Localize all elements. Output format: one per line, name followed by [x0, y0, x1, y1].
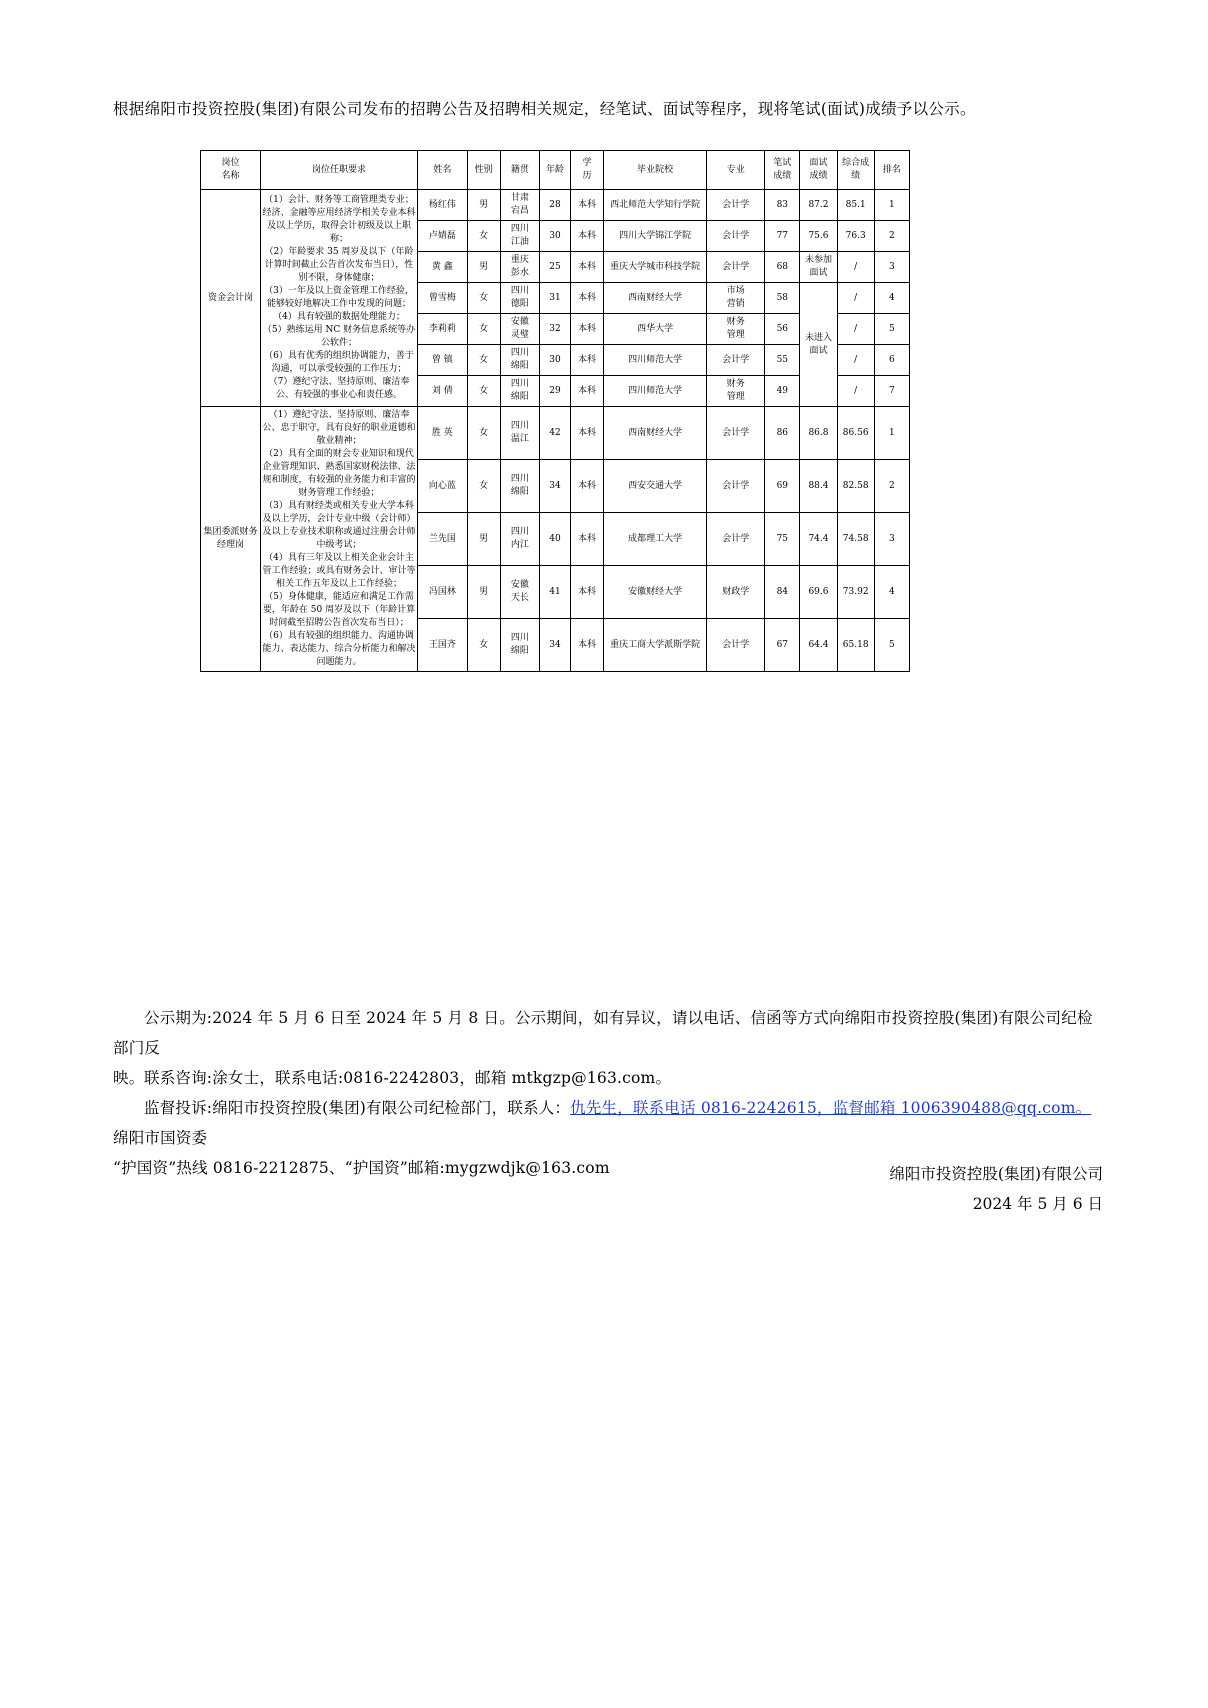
cell-rank: 6 — [874, 345, 909, 376]
cell-origin: 四川 绵阳 — [500, 619, 539, 672]
notice-period-line2: 映。 — [113, 1069, 145, 1087]
header-interview-score — [800, 151, 837, 190]
cell-name: 曾雪梅 — [418, 283, 468, 314]
cell-origin: 甘肃 宕昌 — [500, 190, 539, 221]
cell-school: 安徽财经大学 — [604, 566, 707, 619]
table-row — [201, 190, 910, 221]
header-requirement: 岗位任职要求 — [260, 151, 417, 190]
cell-name: 卢婧磊 — [418, 221, 468, 252]
cell-origin: 四川 绵阳 — [500, 376, 539, 407]
cell-interview-score: 87.2 — [800, 190, 837, 221]
cell-rank: 4 — [874, 283, 909, 314]
cell-written-score: 75 — [765, 513, 800, 566]
cell-name: 向心蓝 — [418, 460, 468, 513]
cell-major: 会计学 — [707, 460, 765, 513]
cell-school: 西南财经大学 — [604, 407, 707, 460]
cell-school: 四川大学锦江学院 — [604, 221, 707, 252]
cell-gender: 女 — [467, 407, 500, 460]
cell-total-score: 86.56 — [837, 407, 874, 460]
cell-rank: 1 — [874, 407, 909, 460]
cell-education: 本科 — [570, 252, 603, 283]
cell-gender: 男 — [467, 252, 500, 283]
header-name: 姓名 — [418, 151, 468, 190]
cell-rank: 3 — [874, 252, 909, 283]
cell-interview-score: 64.4 — [800, 619, 837, 672]
header-major: 专业 — [707, 151, 765, 190]
cell-total-score: 85.1 — [837, 190, 874, 221]
notice-supervise-line1 — [113, 1093, 1103, 1153]
cell-name: 王国齐 — [418, 619, 468, 672]
cell-rank: 3 — [874, 513, 909, 566]
cell-rank: 2 — [874, 221, 909, 252]
cell-age: 30 — [539, 345, 570, 376]
cell-name: 兰先国 — [418, 513, 468, 566]
cell-gender: 女 — [467, 221, 500, 252]
cell-education: 本科 — [570, 190, 603, 221]
header-written-line1: 笔试 — [773, 158, 792, 168]
header-post-line1: 岗位 — [221, 158, 240, 168]
cell-age: 34 — [539, 619, 570, 672]
cell-age: 29 — [539, 376, 570, 407]
cell-total-score: / — [837, 252, 874, 283]
cell-age: 40 — [539, 513, 570, 566]
cell-education: 本科 — [570, 345, 603, 376]
cell-major: 会计学 — [707, 513, 765, 566]
header-interview-line1: 面试 — [809, 158, 828, 168]
cell-age: 25 — [539, 252, 570, 283]
cell-origin: 四川 温江 — [500, 407, 539, 460]
cell-name: 冯国林 — [418, 566, 468, 619]
cell-age: 30 — [539, 221, 570, 252]
cell-interview-score: 未参加 面试 — [800, 252, 837, 283]
header-written-score — [765, 151, 800, 190]
signature-date: 2024 年 5 月 6 日 — [972, 1195, 1103, 1213]
cell-written-score: 86 — [765, 407, 800, 460]
notice-hotline-line: “护国资”热线 0816-2212875、“护国资”邮箱:mygzwdjk@163.com — [113, 1159, 610, 1177]
cell-origin: 四川 绵阳 — [500, 345, 539, 376]
cell-written-score: 84 — [765, 566, 800, 619]
header-origin: 籍贯 — [500, 151, 539, 190]
cell-origin: 重庆 彭水 — [500, 252, 539, 283]
cell-education: 本科 — [570, 407, 603, 460]
notice-period-line1: 公示期为:2024 年 5 月 6 日至 2024 年 5 月 8 日。公示期间，如有异议，请以电话、信函等方式向绵阳市投资控股(集团)有限公司纪检部门反 — [113, 1009, 1093, 1057]
cell-origin: 四川 绵阳 — [500, 460, 539, 513]
cell-school: 西华大学 — [604, 314, 707, 345]
cell-rank: 1 — [874, 190, 909, 221]
cell-total-score: 65.18 — [837, 619, 874, 672]
cell-total-score: 76.3 — [837, 221, 874, 252]
cell-major: 财务 管理 — [707, 314, 765, 345]
cell-written-score: 69 — [765, 460, 800, 513]
cell-gender: 女 — [467, 314, 500, 345]
cell-age: 28 — [539, 190, 570, 221]
notice-contact-line: 联系咨询:涂女士，联系电话:0816-2242803，邮箱 mtkgzp@163.com。 — [144, 1069, 672, 1087]
cell-education: 本科 — [570, 314, 603, 345]
cell-gender: 男 — [467, 513, 500, 566]
cell-education: 本科 — [570, 566, 603, 619]
cell-age: 34 — [539, 460, 570, 513]
supervise-contact-link[interactable]: 仇先生，联系电话 0816-2242615，监督邮箱 1006390488@qq.com。 — [570, 1099, 1092, 1117]
cell-post-name: 资金会计岗 — [201, 190, 261, 407]
cell-school: 西安交通大学 — [604, 460, 707, 513]
header-education-line2: 历 — [582, 171, 592, 181]
cell-age: 41 — [539, 566, 570, 619]
cell-education: 本科 — [570, 619, 603, 672]
cell-post-requirement: （1）遵纪守法、坚持原则、廉洁奉公、忠于职守，具有良好的职业道德和敬业精神； （2）具有全面的财会专业知识和现代企业管理知识、熟悉国家财税法律、法规和制度，有较强的业务能力和丰富的财务管理工作经验； （3）具有财经类或相关专业大学本科及以上学历，会计专业中级（会计师）及以上专业技术职称或通过注册会计师中级考试； （4）具有三年及以上相关企业会计主管工作经验；或具有财务会计、审计等相关工作五年及以上工作经验； （5）身体健康，能适应和满足工作需要，年龄在 50 周岁及以下（年龄计算时间截至招聘公告首次发布当日）； （6）具有较强的组织能力、沟通协调能力、表达能力、综合分析能力和解决问题能力。 — [260, 407, 417, 672]
cell-age: 42 — [539, 407, 570, 460]
cell-school: 四川师范大学 — [604, 376, 707, 407]
cell-gender: 女 — [467, 345, 500, 376]
cell-name: 杨红伟 — [418, 190, 468, 221]
cell-name: 刘 倩 — [418, 376, 468, 407]
cell-name: 李莉莉 — [418, 314, 468, 345]
cell-origin: 四川 内江 — [500, 513, 539, 566]
cell-rank: 4 — [874, 566, 909, 619]
cell-interview-score: 75.6 — [800, 221, 837, 252]
cell-rank: 7 — [874, 376, 909, 407]
cell-school: 西南财经大学 — [604, 283, 707, 314]
supervise-suffix: 绵阳市国资委 — [113, 1129, 208, 1147]
cell-school: 重庆大学城市科技学院 — [604, 252, 707, 283]
cell-education: 本科 — [570, 513, 603, 566]
header-post-line2: 名称 — [221, 171, 240, 181]
cell-total-score: / — [837, 283, 874, 314]
cell-major: 财务 管理 — [707, 376, 765, 407]
cell-name: 曾 镇 — [418, 345, 468, 376]
cell-interview-score: 69.6 — [800, 566, 837, 619]
header-education-line1: 学 — [582, 158, 592, 168]
cell-education: 本科 — [570, 283, 603, 314]
cell-school: 成都理工大学 — [604, 513, 707, 566]
header-rank: 排名 — [874, 151, 909, 190]
cell-major: 会计学 — [707, 221, 765, 252]
cell-total-score: / — [837, 345, 874, 376]
cell-school: 西北师范大学知行学院 — [604, 190, 707, 221]
cell-major: 会计学 — [707, 407, 765, 460]
cell-post-requirement: （1）会计、财务等工商管理类专业；经济、金融等应用经济学相关专业本科及以上学历，取得会计初级及以上职称； （2）年龄要求 35 周岁及以下（年龄计算时间截止公告首次发布当日），性别不限，身体健康； （3）一年及以上资金管理工作经验，能够较好地解决工作中发现的问题； （4）具有较强的数据处理能力； （5）熟练运用 NC 财务信息系统等办公软件； （6）具有优秀的组织协调能力，善于沟通，可以承受较强的工作压力； （7）遵纪守法、坚持原则、廉洁奉公、有较强的事业心和责任感。 — [260, 190, 417, 407]
cell-school: 重庆工商大学派斯学院 — [604, 619, 707, 672]
cell-age: 31 — [539, 283, 570, 314]
cell-interview-score: 86.8 — [800, 407, 837, 460]
header-gender: 性别 — [467, 151, 500, 190]
header-total-score — [837, 151, 874, 190]
header-written-line2: 成绩 — [773, 171, 792, 181]
cell-written-score: 83 — [765, 190, 800, 221]
cell-written-score: 77 — [765, 221, 800, 252]
intro-paragraph: 根据绵阳市投资控股(集团)有限公司发布的招聘公告及招聘相关规定，经笔试、面试等程序，现将笔试(面试)成绩予以公示。 — [113, 100, 976, 118]
cell-origin: 四川 德阳 — [500, 283, 539, 314]
cell-interview-score: 未进入 面试 — [800, 283, 837, 407]
header-age: 年龄 — [539, 151, 570, 190]
cell-written-score: 67 — [765, 619, 800, 672]
notice-contact — [113, 1063, 1103, 1093]
header-total-line2: 绩 — [851, 171, 861, 181]
supervise-prefix: 监督投诉:绵阳市投资控股(集团)有限公司纪检部门，联系人： — [144, 1099, 571, 1117]
cell-written-score: 56 — [765, 314, 800, 345]
table-body — [201, 190, 910, 672]
results-table — [200, 150, 910, 672]
cell-major: 会计学 — [707, 190, 765, 221]
cell-name: 胜 英 — [418, 407, 468, 460]
cell-education: 本科 — [570, 376, 603, 407]
cell-major: 财政学 — [707, 566, 765, 619]
cell-origin: 安徽 天长 — [500, 566, 539, 619]
table-row — [201, 407, 910, 460]
header-post — [201, 151, 261, 190]
cell-education: 本科 — [570, 221, 603, 252]
cell-rank: 5 — [874, 314, 909, 345]
cell-gender: 女 — [467, 376, 500, 407]
cell-total-score: / — [837, 376, 874, 407]
cell-rank: 2 — [874, 460, 909, 513]
cell-interview-score: 88.4 — [800, 460, 837, 513]
header-interview-line2: 成绩 — [809, 171, 828, 181]
header-total-line1: 综合成 — [842, 158, 870, 168]
cell-written-score: 68 — [765, 252, 800, 283]
cell-gender: 女 — [467, 619, 500, 672]
cell-major: 会计学 — [707, 252, 765, 283]
cell-origin: 安徽 灵璧 — [500, 314, 539, 345]
cell-name: 黄 鑫 — [418, 252, 468, 283]
cell-total-score: 73.92 — [837, 566, 874, 619]
cell-rank: 5 — [874, 619, 909, 672]
cell-major: 会计学 — [707, 345, 765, 376]
cell-major: 市场 营销 — [707, 283, 765, 314]
cell-gender: 男 — [467, 566, 500, 619]
table-header-row — [201, 151, 910, 190]
cell-written-score: 58 — [765, 283, 800, 314]
cell-origin: 四川 江油 — [500, 221, 539, 252]
cell-gender: 女 — [467, 460, 500, 513]
cell-school: 四川师范大学 — [604, 345, 707, 376]
header-education — [570, 151, 603, 190]
cell-post-name: 集团委派财务经理岗 — [201, 407, 261, 672]
cell-age: 32 — [539, 314, 570, 345]
cell-total-score: / — [837, 314, 874, 345]
cell-written-score: 55 — [765, 345, 800, 376]
signature-company: 绵阳市投资控股(集团)有限公司 — [889, 1165, 1103, 1183]
cell-written-score: 49 — [765, 376, 800, 407]
cell-education: 本科 — [570, 460, 603, 513]
cell-total-score: 74.58 — [837, 513, 874, 566]
cell-gender: 男 — [467, 190, 500, 221]
cell-interview-score: 74.4 — [800, 513, 837, 566]
header-school: 毕业院校 — [604, 151, 707, 190]
cell-gender: 女 — [467, 283, 500, 314]
cell-major: 会计学 — [707, 619, 765, 672]
cell-total-score: 82.58 — [837, 460, 874, 513]
